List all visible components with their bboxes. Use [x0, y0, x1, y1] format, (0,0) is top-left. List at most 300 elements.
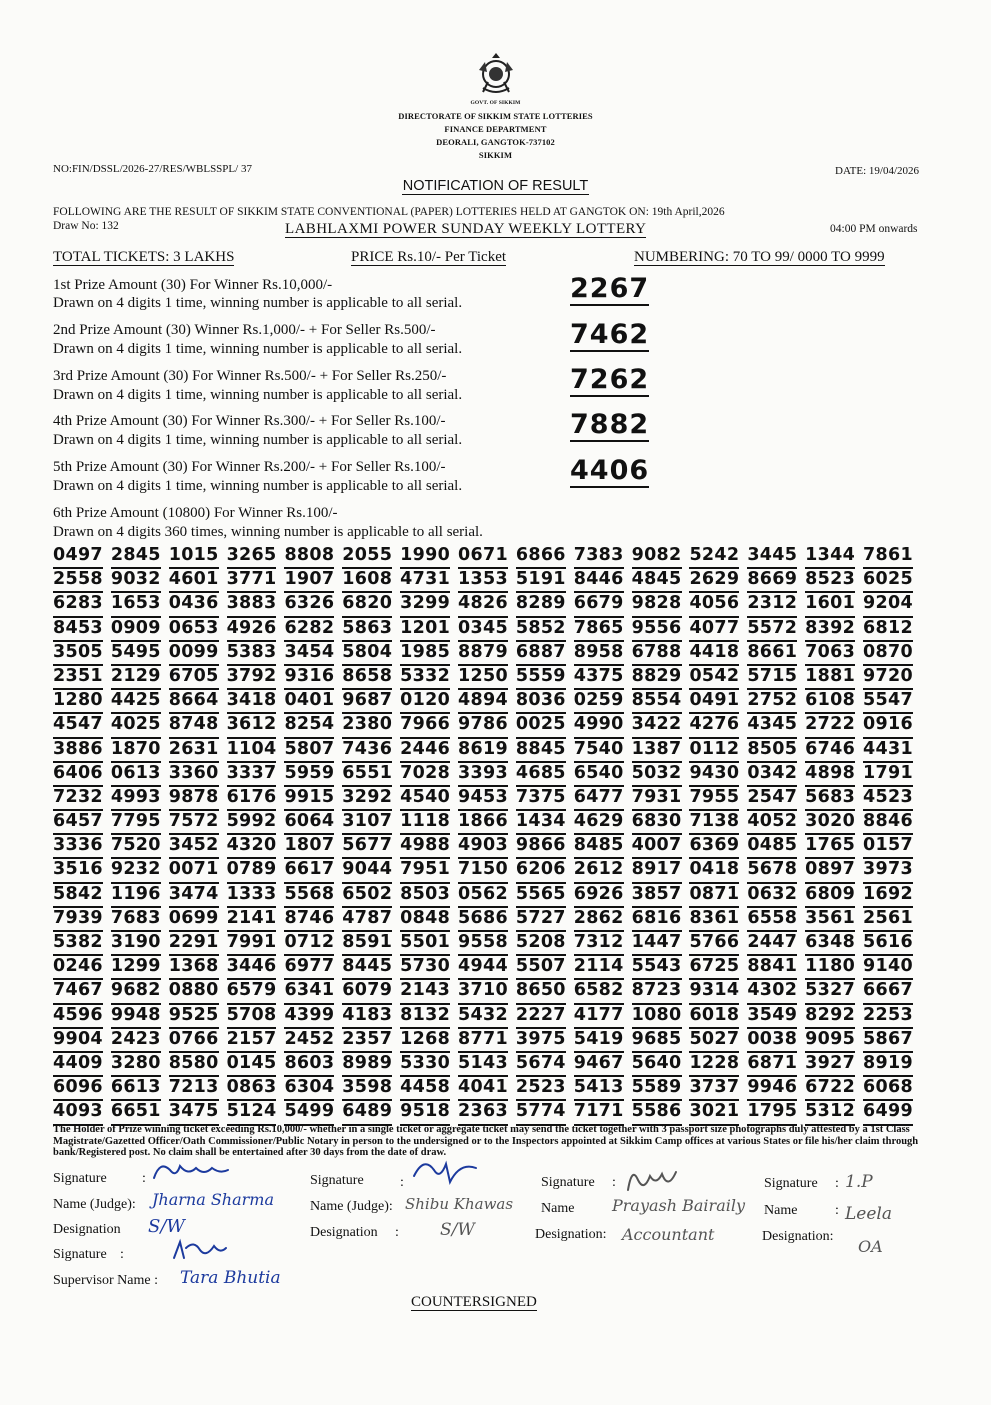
winning-number: 3190	[111, 932, 161, 956]
winning-number: 7861	[863, 545, 913, 569]
winning-number: 9682	[111, 980, 161, 1004]
winning-number: 2631	[169, 739, 219, 763]
winning-number: 7951	[400, 859, 450, 883]
winning-number: 5678	[747, 859, 797, 883]
winning-number: 2629	[689, 569, 739, 593]
winning-number: 7312	[574, 932, 624, 956]
winning-number: 6477	[574, 787, 624, 811]
winning-number: 1434	[516, 811, 566, 835]
winning-number: 0342	[747, 763, 797, 787]
winning-number: 2558	[53, 569, 103, 593]
winning-number: 3020	[805, 811, 855, 835]
winning-number: 1601	[805, 593, 855, 617]
winning-number: 4052	[747, 811, 797, 835]
number-row	[53, 859, 913, 883]
prize-6-description: 6th Prize Amount (10800) For Winner Rs.100/-	[53, 505, 338, 521]
winning-number: 0699	[169, 908, 219, 932]
winning-number: 7865	[574, 618, 624, 642]
winning-number: 4547	[53, 714, 103, 738]
winning-number: 6304	[284, 1077, 334, 1101]
winning-number: 1268	[400, 1029, 450, 1053]
winning-number: 8829	[632, 666, 682, 690]
winning-number: 2447	[747, 932, 797, 956]
winning-number: 4399	[284, 1005, 334, 1029]
winning-number: 1990	[400, 545, 450, 569]
winning-number: 9685	[632, 1029, 682, 1053]
winning-number: 5727	[516, 908, 566, 932]
winning-number: 5499	[284, 1101, 334, 1125]
winning-number: 5572	[747, 618, 797, 642]
winning-number: 6926	[574, 884, 624, 908]
winning-number: 8292	[805, 1005, 855, 1029]
winning-number: 5543	[632, 956, 682, 980]
winning-number: 7150	[458, 859, 508, 883]
winning-number: 5208	[516, 932, 566, 956]
winning-number: 7931	[632, 787, 682, 811]
winning-number: 8748	[169, 714, 219, 738]
winning-number: 4988	[400, 835, 450, 859]
winning-number: 3445	[747, 545, 797, 569]
winning-number: 6540	[574, 763, 624, 787]
winning-number: 2862	[574, 908, 624, 932]
winning-number: 1608	[342, 569, 392, 593]
winning-number: 4458	[400, 1077, 450, 1101]
judge-1-signature	[150, 1156, 230, 1186]
designation-label-judge-1: Designation	[53, 1222, 121, 1237]
winning-number: 1447	[632, 932, 682, 956]
winning-number: 5804	[342, 642, 392, 666]
winning-number: 9314	[689, 980, 739, 1004]
winning-number: 8361	[689, 908, 739, 932]
winning-number: 1180	[805, 956, 855, 980]
winning-number: 6820	[342, 593, 392, 617]
prize-1-description: 1st Prize Amount (30) For Winner Rs.10,000/-	[53, 277, 333, 293]
winning-number: 5191	[516, 569, 566, 593]
winning-number: 3474	[169, 884, 219, 908]
winning-number: 4903	[458, 835, 508, 859]
winning-number: 0562	[458, 884, 508, 908]
winning-number: 0246	[53, 956, 103, 980]
winning-number: 4056	[689, 593, 739, 617]
winning-number: 9232	[111, 859, 161, 883]
winning-number: 4990	[574, 714, 624, 738]
winning-number: 7939	[53, 908, 103, 932]
winning-number: 8446	[574, 569, 624, 593]
winning-number: 4425	[111, 690, 161, 714]
winning-number: 7232	[53, 787, 103, 811]
winning-number: 6617	[284, 859, 334, 883]
winning-number: 8917	[632, 859, 682, 883]
winning-number: 4845	[632, 569, 682, 593]
winning-number: 9095	[805, 1029, 855, 1053]
designation-label-3: Designation:	[535, 1227, 607, 1242]
winning-number: 8723	[632, 980, 682, 1004]
winning-number: 3857	[632, 884, 682, 908]
winning-number: 8661	[747, 642, 797, 666]
winning-number: 4894	[458, 690, 508, 714]
col4-signature-handwritten: 1.P	[845, 1172, 873, 1192]
winning-number: 1353	[458, 569, 508, 593]
winning-number: 4007	[632, 835, 682, 859]
winning-number: 8619	[458, 739, 508, 763]
winning-number: 5382	[53, 932, 103, 956]
number-row	[53, 739, 913, 763]
winning-number: 4345	[747, 714, 797, 738]
winning-number: 9828	[632, 593, 682, 617]
number-row	[53, 908, 913, 932]
winning-number: 8919	[863, 1053, 913, 1077]
designation-label-4: Designation:	[762, 1229, 834, 1244]
winning-number: 0712	[284, 932, 334, 956]
winning-number: 2351	[53, 666, 103, 690]
winning-number: 3975	[516, 1029, 566, 1053]
name-label-judge-2: Name (Judge):	[310, 1199, 393, 1214]
winning-number: 9558	[458, 932, 508, 956]
winning-number: 0871	[689, 884, 739, 908]
winning-number: 2114	[574, 956, 624, 980]
winning-number: 6348	[805, 932, 855, 956]
winning-number: 4041	[458, 1077, 508, 1101]
signature-label-judge-2: Signature	[310, 1173, 364, 1188]
winning-number: 1907	[284, 569, 334, 593]
accountant-name-handwritten: Prayash Bairaily	[612, 1196, 746, 1215]
number-row	[53, 787, 913, 811]
winning-number: 5852	[516, 618, 566, 642]
winning-number: 8650	[516, 980, 566, 1004]
prize-5-winning-number: 4406	[570, 455, 650, 486]
winning-number: 3883	[227, 593, 277, 617]
winning-number: 9915	[284, 787, 334, 811]
winning-number: 0418	[689, 859, 739, 883]
winning-number: 5432	[458, 1005, 508, 1029]
winning-number: 5383	[227, 642, 277, 666]
winning-number: 5547	[863, 690, 913, 714]
winning-number: 5032	[632, 763, 682, 787]
winning-number: 9786	[458, 714, 508, 738]
winning-number: 6582	[574, 980, 624, 1004]
colon: :	[612, 1175, 616, 1190]
winning-number: 3505	[53, 642, 103, 666]
winning-number: 7436	[342, 739, 392, 763]
winning-number: 8289	[516, 593, 566, 617]
winning-number: 4523	[863, 787, 913, 811]
winning-number: 1299	[111, 956, 161, 980]
prize-2-winning-number: 7462	[570, 319, 650, 350]
winning-number: 0632	[747, 884, 797, 908]
winning-number: 1866	[458, 811, 508, 835]
winning-number: 8958	[574, 642, 624, 666]
winning-number: 6369	[689, 835, 739, 859]
winning-number: 3418	[227, 690, 277, 714]
winning-number: 5495	[111, 642, 161, 666]
winning-number: 7991	[227, 932, 277, 956]
winning-number: 2143	[400, 980, 450, 1004]
winning-number: 2722	[805, 714, 855, 738]
winning-number: 0870	[863, 642, 913, 666]
winning-number: 7572	[169, 811, 219, 835]
winning-number: 6977	[284, 956, 334, 980]
winning-number: 1795	[747, 1101, 797, 1125]
winning-number: 5807	[284, 739, 334, 763]
winning-number: 1368	[169, 956, 219, 980]
winning-number: 7955	[689, 787, 739, 811]
prize-3-description: 3rd Prize Amount (30) For Winner Rs.500/- + For Seller Rs.250/-	[53, 368, 447, 384]
winning-number: 0542	[689, 666, 739, 690]
judge-2-name-handwritten: Shibu Khawas	[405, 1195, 514, 1213]
winning-number: 5708	[227, 1005, 277, 1029]
winning-number: 0120	[400, 690, 450, 714]
winning-number: 5677	[342, 835, 392, 859]
winning-number: 6830	[632, 811, 682, 835]
winning-number: 4596	[53, 1005, 103, 1029]
winning-number: 1104	[227, 739, 277, 763]
winning-number: 9140	[863, 956, 913, 980]
signature-label-supervisor: Signature	[53, 1247, 107, 1262]
number-row	[53, 1053, 913, 1077]
prize-6-draw-info: Drawn on 4 digits 360 times, winning number is applicable to all serial.	[53, 524, 483, 540]
winning-number: 8841	[747, 956, 797, 980]
winning-number: 8603	[284, 1053, 334, 1077]
winning-number: 3598	[342, 1077, 392, 1101]
winning-number: 6406	[53, 763, 103, 787]
winning-number: 6096	[53, 1077, 103, 1101]
winning-number: 3475	[169, 1101, 219, 1125]
winning-number: 0863	[227, 1077, 277, 1101]
winning-number: 9044	[342, 859, 392, 883]
signature-label-4: Signature	[764, 1176, 818, 1191]
winning-number: 5413	[574, 1077, 624, 1101]
winning-number: 6206	[516, 859, 566, 883]
supervisor-name-handwritten: Tara Bhutia	[180, 1268, 281, 1288]
winning-number: 0401	[284, 690, 334, 714]
winning-number: 4993	[111, 787, 161, 811]
winning-number: 8392	[805, 618, 855, 642]
winning-number: 9878	[169, 787, 219, 811]
winning-number: 0897	[805, 859, 855, 883]
winning-number: 4944	[458, 956, 508, 980]
winning-number: 6025	[863, 569, 913, 593]
winning-number: 2752	[747, 690, 797, 714]
winning-number: 3927	[805, 1053, 855, 1077]
total-tickets: TOTAL TICKETS: 3 LAKHS	[53, 249, 235, 265]
winning-number: 6705	[169, 666, 219, 690]
winning-number: 3452	[169, 835, 219, 859]
winning-number: 7171	[574, 1101, 624, 1125]
colon: :	[835, 1203, 839, 1218]
winning-number: 7683	[111, 908, 161, 932]
number-row	[53, 666, 913, 690]
winning-number: 0038	[747, 1029, 797, 1053]
winning-number: 9518	[400, 1101, 450, 1125]
winning-number: 5027	[689, 1029, 739, 1053]
winning-number: 9453	[458, 787, 508, 811]
number-row	[53, 593, 913, 617]
page-title: NOTIFICATION OF RESULT	[402, 178, 589, 194]
winning-number: 3337	[227, 763, 277, 787]
winning-number: 8580	[169, 1053, 219, 1077]
winning-number: 8845	[516, 739, 566, 763]
winning-number: 6502	[342, 884, 392, 908]
lottery-name: LABHLAXMI POWER SUNDAY WEEKLY LOTTERY	[285, 221, 647, 237]
winning-number: 4409	[53, 1053, 103, 1077]
winning-number: 0259	[574, 690, 624, 714]
winning-number: 5589	[632, 1077, 682, 1101]
winning-number: 1250	[458, 666, 508, 690]
winning-number: 8453	[53, 618, 103, 642]
winning-number: 4177	[574, 1005, 624, 1029]
header-line-2: FINANCE DEPARTMENT	[444, 124, 547, 134]
winning-number: 0345	[458, 618, 508, 642]
winning-number: 3454	[284, 642, 334, 666]
winning-number: 0880	[169, 980, 219, 1004]
winning-number: 9032	[111, 569, 161, 593]
winning-number: 0145	[227, 1053, 277, 1077]
winning-number: 6489	[342, 1101, 392, 1125]
winning-number: 3771	[227, 569, 277, 593]
supervisor-signature	[170, 1236, 230, 1264]
number-row	[53, 932, 913, 956]
winning-number: 0497	[53, 545, 103, 569]
winning-number: 8505	[747, 739, 797, 763]
winning-number: 2253	[863, 1005, 913, 1029]
name-label-4: Name	[764, 1203, 798, 1218]
prize-4-winning-number: 7882	[570, 409, 650, 440]
winning-number: 9904	[53, 1029, 103, 1053]
winning-number: 2523	[516, 1077, 566, 1101]
winning-number: 9556	[632, 618, 682, 642]
winning-number: 1228	[689, 1053, 739, 1077]
prize-4-description: 4th Prize Amount (30) For Winner Rs.300/- + For Seller Rs.100/-	[53, 413, 446, 429]
winning-number: 6341	[284, 980, 334, 1004]
number-row	[53, 1029, 913, 1053]
winning-number: 5683	[805, 787, 855, 811]
ref-number: NO:FIN/DSSL/2026-27/RES/WBLSSPL/ 37	[53, 163, 252, 175]
winning-number: 5616	[863, 932, 913, 956]
winning-number: 9316	[284, 666, 334, 690]
winning-number: 5774	[516, 1101, 566, 1125]
winning-number: 2129	[111, 666, 161, 690]
number-row	[53, 569, 913, 593]
number-row	[53, 980, 913, 1004]
winning-number: 6176	[227, 787, 277, 811]
winning-number: 6725	[689, 956, 739, 980]
winning-number: 6579	[227, 980, 277, 1004]
winning-number: 1387	[632, 739, 682, 763]
colon: :	[395, 1225, 399, 1240]
winning-number: 0653	[169, 618, 219, 642]
winning-number: 7467	[53, 980, 103, 1004]
winning-number: 3612	[227, 714, 277, 738]
judge-1-designation-handwritten: S/W	[148, 1216, 185, 1237]
winning-number: 1118	[400, 811, 450, 835]
winning-number: 2423	[111, 1029, 161, 1053]
winning-number: 5501	[400, 932, 450, 956]
winning-number: 4731	[400, 569, 450, 593]
intro-text: FOLLOWING ARE THE RESULT OF SIKKIM STATE CONVENTIONAL (PAPER) LOTTERIES HELD AT GANGTOK ON: 19th April,2026	[53, 206, 725, 218]
winning-number: 6499	[863, 1101, 913, 1125]
winning-number: 5507	[516, 956, 566, 980]
winning-number: 1881	[805, 666, 855, 690]
number-row	[53, 835, 913, 859]
winning-number: 3710	[458, 980, 508, 1004]
winning-number: 7063	[805, 642, 855, 666]
winning-number: 3360	[169, 763, 219, 787]
winning-number: 2547	[747, 787, 797, 811]
number-row	[53, 956, 913, 980]
winning-number: 3792	[227, 666, 277, 690]
winning-number: 7213	[169, 1077, 219, 1101]
winning-number: 5842	[53, 884, 103, 908]
number-row	[53, 714, 913, 738]
winning-number: 8503	[400, 884, 450, 908]
winning-number: 2363	[458, 1101, 508, 1125]
winning-number: 4540	[400, 787, 450, 811]
winning-number: 8554	[632, 690, 682, 714]
winning-number: 7383	[574, 545, 624, 569]
number-row	[53, 884, 913, 908]
winning-number: 7028	[400, 763, 450, 787]
winning-number: 3280	[111, 1053, 161, 1077]
winning-number: 1344	[805, 545, 855, 569]
winning-number: 8132	[400, 1005, 450, 1029]
winning-number: 8808	[284, 545, 334, 569]
winning-number: 8523	[805, 569, 855, 593]
prize-2-description: 2nd Prize Amount (30) Winner Rs.1,000/- + For Seller Rs.500/-	[53, 322, 436, 338]
signature-label-3: Signature	[541, 1175, 595, 1190]
draw-time: 04:00 PM onwards	[830, 223, 918, 235]
winning-number: 5312	[805, 1101, 855, 1125]
winning-number: 3422	[632, 714, 682, 738]
winning-number: 1201	[400, 618, 450, 642]
name-label-3: Name	[541, 1201, 575, 1216]
winning-number: 6746	[805, 739, 855, 763]
winning-number: 5715	[747, 666, 797, 690]
winning-number: 5686	[458, 908, 508, 932]
winning-number: 5124	[227, 1101, 277, 1125]
winning-number: 6651	[111, 1101, 161, 1125]
winning-number: 3561	[805, 908, 855, 932]
winning-number: 4077	[689, 618, 739, 642]
winning-number: 1791	[863, 763, 913, 787]
ticket-price: PRICE Rs.10/- Per Ticket	[351, 249, 507, 265]
winning-number: 5863	[342, 618, 392, 642]
winning-number: 0909	[111, 618, 161, 642]
col4-name-handwritten: Leela	[845, 1204, 892, 1224]
winning-number: 5867	[863, 1029, 913, 1053]
winning-number: 2612	[574, 859, 624, 883]
winning-number: 7375	[516, 787, 566, 811]
winning-number: 6722	[805, 1077, 855, 1101]
winning-number: 0099	[169, 642, 219, 666]
prize-3-draw-info: Drawn on 4 digits 1 time, winning number is applicable to all serial.	[53, 387, 463, 403]
winning-number: 3336	[53, 835, 103, 859]
winning-number: 5586	[632, 1101, 682, 1125]
winning-number: 4685	[516, 763, 566, 787]
winning-number: 2141	[227, 908, 277, 932]
winning-number: 7966	[400, 714, 450, 738]
prize-5-draw-info: Drawn on 4 digits 1 time, winning number is applicable to all serial.	[53, 478, 463, 494]
countersigned-label: COUNTERSIGNED	[411, 1294, 537, 1310]
winning-number: 7540	[574, 739, 624, 763]
supervisor-name-label: Supervisor Name :	[53, 1273, 158, 1288]
winning-number: 3292	[342, 787, 392, 811]
winning-number: 2452	[284, 1029, 334, 1053]
winning-number: 6816	[632, 908, 682, 932]
winning-number: 2845	[111, 545, 161, 569]
winning-number: 1080	[632, 1005, 682, 1029]
winning-number: 9204	[863, 593, 913, 617]
winning-number: 1870	[111, 739, 161, 763]
